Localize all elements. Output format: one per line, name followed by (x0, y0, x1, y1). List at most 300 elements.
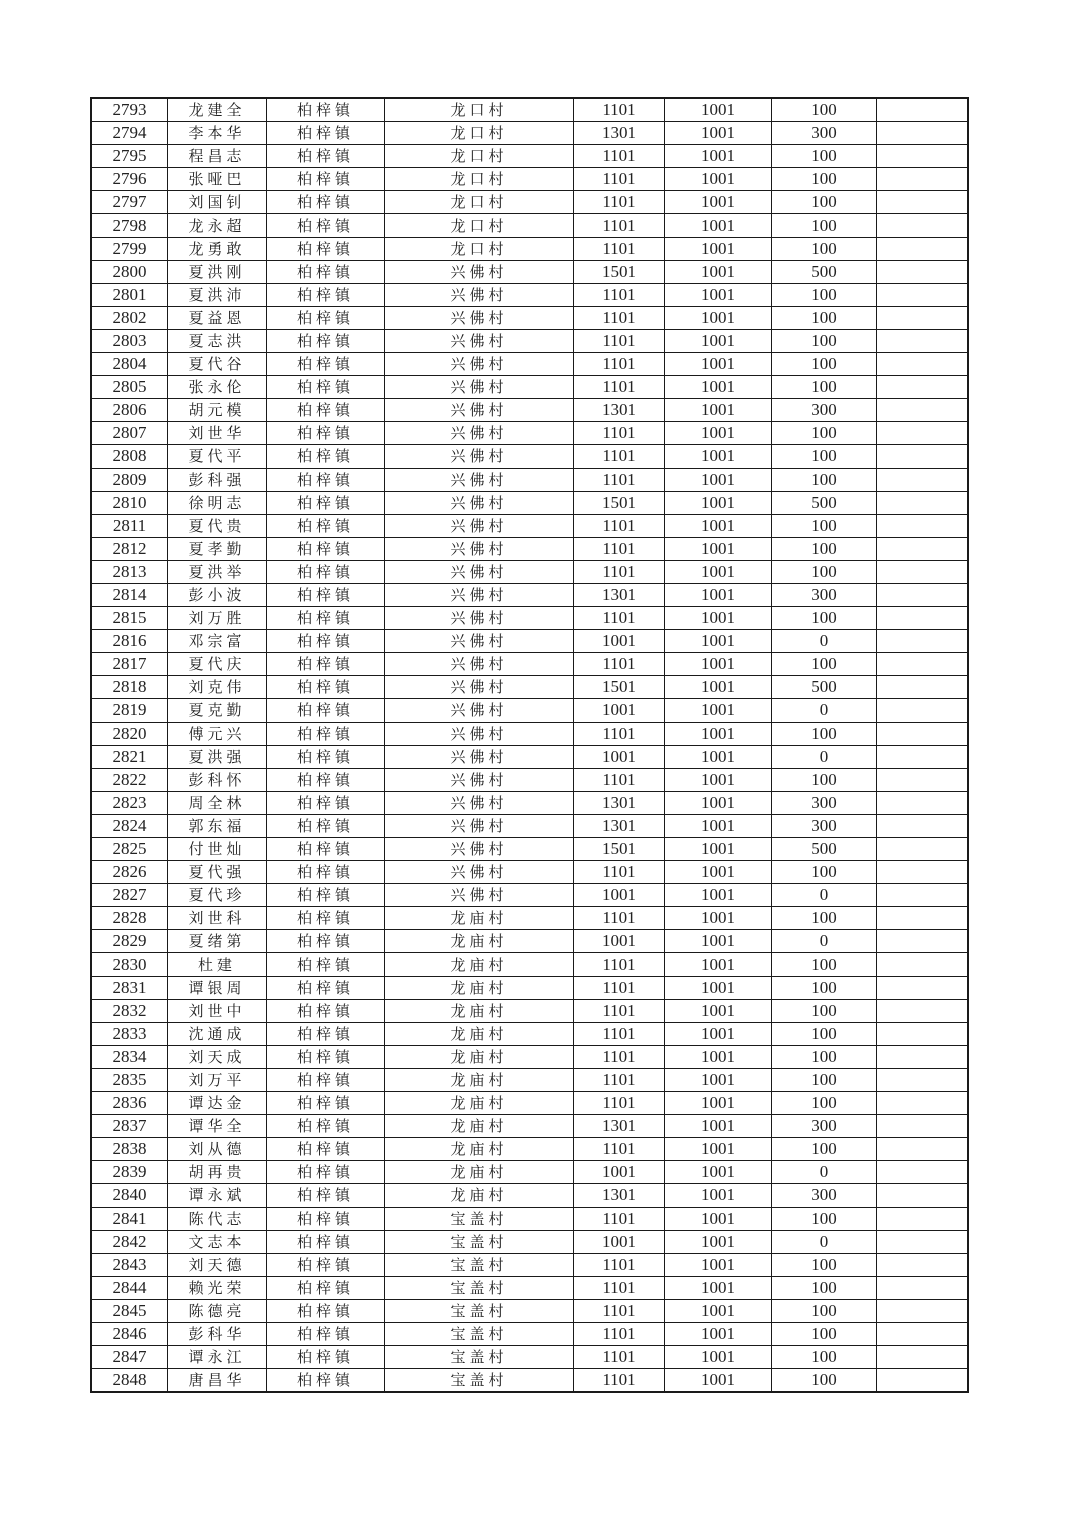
village-cell: 龙口村 (385, 168, 574, 191)
village-cell: 龙庙村 (385, 953, 574, 976)
table-row (91, 1369, 968, 1393)
note-cell (877, 1068, 969, 1091)
row-number-cell: 2838 (91, 1138, 168, 1161)
code-a-cell: 1101 (574, 768, 665, 791)
note-cell (877, 1184, 969, 1207)
name-cell: 夏代强 (168, 861, 267, 884)
code-a-cell: 1101 (574, 1322, 665, 1345)
amount-cell: 100 (772, 653, 877, 676)
code-a-cell: 1101 (574, 1138, 665, 1161)
town-cell: 柏梓镇 (267, 191, 385, 214)
table-row (91, 1161, 968, 1184)
amount-cell: 100 (772, 1068, 877, 1091)
town-cell: 柏梓镇 (267, 168, 385, 191)
name-cell: 夏代庆 (168, 653, 267, 676)
note-cell (877, 607, 969, 630)
table-row (91, 260, 968, 283)
village-cell: 兴佛村 (385, 353, 574, 376)
village-cell: 兴佛村 (385, 814, 574, 837)
code-b-cell: 1001 (665, 1369, 772, 1393)
code-b-cell: 1001 (665, 976, 772, 999)
code-b-cell: 1001 (665, 237, 772, 260)
code-b-cell: 1001 (665, 560, 772, 583)
name-cell: 付世灿 (168, 838, 267, 861)
row-number-cell: 2802 (91, 306, 168, 329)
village-cell: 兴佛村 (385, 468, 574, 491)
village-cell: 兴佛村 (385, 445, 574, 468)
table-row (91, 884, 968, 907)
note-cell (877, 168, 969, 191)
row-number-cell: 2824 (91, 814, 168, 837)
village-cell: 龙庙村 (385, 1068, 574, 1091)
note-cell (877, 214, 969, 237)
amount-cell: 100 (772, 722, 877, 745)
code-a-cell: 1001 (574, 630, 665, 653)
name-cell: 张永伦 (168, 376, 267, 399)
table-row (91, 422, 968, 445)
name-cell: 谭永斌 (168, 1184, 267, 1207)
table-row (91, 745, 968, 768)
town-cell: 柏梓镇 (267, 422, 385, 445)
row-number-cell: 2806 (91, 399, 168, 422)
note-cell (877, 191, 969, 214)
name-cell: 龙勇敢 (168, 237, 267, 260)
village-cell: 兴佛村 (385, 399, 574, 422)
row-number-cell: 2826 (91, 861, 168, 884)
amount-cell: 0 (772, 930, 877, 953)
row-number-cell: 2839 (91, 1161, 168, 1184)
code-b-cell: 1001 (665, 260, 772, 283)
name-cell: 刘世华 (168, 422, 267, 445)
code-a-cell: 1301 (574, 399, 665, 422)
row-number-cell: 2836 (91, 1092, 168, 1115)
name-cell: 刘从德 (168, 1138, 267, 1161)
name-cell: 龙建全 (168, 98, 267, 122)
row-number-cell: 2793 (91, 98, 168, 122)
code-b-cell: 1001 (665, 168, 772, 191)
table-row (91, 560, 968, 583)
table-row (91, 214, 968, 237)
code-b-cell: 1001 (665, 791, 772, 814)
table-row (91, 838, 968, 861)
village-cell: 宝盖村 (385, 1369, 574, 1393)
town-cell: 柏梓镇 (267, 1253, 385, 1276)
table-row (91, 861, 968, 884)
village-cell: 兴佛村 (385, 422, 574, 445)
table-row (91, 468, 968, 491)
town-cell: 柏梓镇 (267, 722, 385, 745)
amount-cell: 0 (772, 745, 877, 768)
note-cell (877, 907, 969, 930)
town-cell: 柏梓镇 (267, 791, 385, 814)
row-number-cell: 2841 (91, 1207, 168, 1230)
amount-cell: 300 (772, 791, 877, 814)
code-b-cell: 1001 (665, 214, 772, 237)
note-cell (877, 976, 969, 999)
name-cell: 沈通成 (168, 1022, 267, 1045)
note-cell (877, 1346, 969, 1369)
town-cell: 柏梓镇 (267, 907, 385, 930)
code-a-cell: 1101 (574, 191, 665, 214)
code-a-cell: 1001 (574, 1230, 665, 1253)
note-cell (877, 560, 969, 583)
village-cell: 兴佛村 (385, 630, 574, 653)
code-b-cell: 1001 (665, 1253, 772, 1276)
code-a-cell: 1301 (574, 1115, 665, 1138)
row-number-cell: 2818 (91, 676, 168, 699)
row-number-cell: 2807 (91, 422, 168, 445)
row-number-cell: 2810 (91, 491, 168, 514)
row-number-cell: 2805 (91, 376, 168, 399)
note-cell (877, 722, 969, 745)
name-cell: 文志本 (168, 1230, 267, 1253)
code-b-cell: 1001 (665, 329, 772, 352)
note-cell (877, 999, 969, 1022)
name-cell: 张哑巴 (168, 168, 267, 191)
amount-cell: 100 (772, 1022, 877, 1045)
name-cell: 徐明志 (168, 491, 267, 514)
name-cell: 夏克勤 (168, 699, 267, 722)
village-cell: 龙庙村 (385, 1092, 574, 1115)
village-cell: 宝盖村 (385, 1299, 574, 1322)
name-cell: 胡元模 (168, 399, 267, 422)
village-cell: 龙庙村 (385, 976, 574, 999)
code-a-cell: 1101 (574, 1068, 665, 1091)
amount-cell: 100 (772, 1299, 877, 1322)
table-row (91, 399, 968, 422)
code-b-cell: 1001 (665, 1138, 772, 1161)
table-row (91, 98, 968, 122)
note-cell (877, 1115, 969, 1138)
table-row (91, 1115, 968, 1138)
amount-cell: 300 (772, 1115, 877, 1138)
table-row (91, 514, 968, 537)
town-cell: 柏梓镇 (267, 145, 385, 168)
town-cell: 柏梓镇 (267, 329, 385, 352)
row-number-cell: 2808 (91, 445, 168, 468)
note-cell (877, 1022, 969, 1045)
name-cell: 刘国钊 (168, 191, 267, 214)
name-cell: 彭科华 (168, 1322, 267, 1345)
amount-cell: 500 (772, 491, 877, 514)
village-cell: 龙庙村 (385, 1161, 574, 1184)
amount-cell: 100 (772, 953, 877, 976)
town-cell: 柏梓镇 (267, 583, 385, 606)
note-cell (877, 1207, 969, 1230)
code-b-cell: 1001 (665, 514, 772, 537)
code-a-cell: 1301 (574, 814, 665, 837)
name-cell: 夏洪强 (168, 745, 267, 768)
name-cell: 刘克伟 (168, 676, 267, 699)
row-number-cell: 2794 (91, 122, 168, 145)
table-row (91, 191, 968, 214)
note-cell (877, 98, 969, 122)
name-cell: 杜建 (168, 953, 267, 976)
table-row (91, 306, 968, 329)
note-cell (877, 445, 969, 468)
village-cell: 兴佛村 (385, 283, 574, 306)
amount-cell: 100 (772, 537, 877, 560)
row-number-cell: 2809 (91, 468, 168, 491)
note-cell (877, 468, 969, 491)
row-number-cell: 2821 (91, 745, 168, 768)
code-a-cell: 1001 (574, 745, 665, 768)
village-cell: 兴佛村 (385, 560, 574, 583)
note-cell (877, 260, 969, 283)
note-cell (877, 791, 969, 814)
note-cell (877, 399, 969, 422)
code-b-cell: 1001 (665, 722, 772, 745)
amount-cell: 100 (772, 861, 877, 884)
code-a-cell: 1101 (574, 237, 665, 260)
code-b-cell: 1001 (665, 1322, 772, 1345)
code-a-cell: 1101 (574, 445, 665, 468)
name-cell: 谭华全 (168, 1115, 267, 1138)
row-number-cell: 2846 (91, 1322, 168, 1345)
note-cell (877, 1230, 969, 1253)
note-cell (877, 1369, 969, 1393)
name-cell: 刘万平 (168, 1068, 267, 1091)
code-b-cell: 1001 (665, 191, 772, 214)
amount-cell: 100 (772, 1092, 877, 1115)
code-a-cell: 1101 (574, 1045, 665, 1068)
row-number-cell: 2847 (91, 1346, 168, 1369)
amount-cell: 300 (772, 1184, 877, 1207)
village-cell: 兴佛村 (385, 768, 574, 791)
code-b-cell: 1001 (665, 306, 772, 329)
amount-cell: 100 (772, 907, 877, 930)
town-cell: 柏梓镇 (267, 283, 385, 306)
name-cell: 彭科怀 (168, 768, 267, 791)
village-cell: 兴佛村 (385, 376, 574, 399)
amount-cell: 500 (772, 676, 877, 699)
village-cell: 龙庙村 (385, 1138, 574, 1161)
table-row (91, 1276, 968, 1299)
town-cell: 柏梓镇 (267, 1207, 385, 1230)
row-number-cell: 2797 (91, 191, 168, 214)
name-cell: 傅元兴 (168, 722, 267, 745)
code-b-cell: 1001 (665, 1299, 772, 1322)
note-cell (877, 237, 969, 260)
name-cell: 陈代志 (168, 1207, 267, 1230)
town-cell: 柏梓镇 (267, 699, 385, 722)
table-row (91, 768, 968, 791)
code-a-cell: 1101 (574, 514, 665, 537)
code-a-cell: 1101 (574, 353, 665, 376)
name-cell: 谭银周 (168, 976, 267, 999)
note-cell (877, 1253, 969, 1276)
town-cell: 柏梓镇 (267, 953, 385, 976)
row-number-cell: 2830 (91, 953, 168, 976)
town-cell: 柏梓镇 (267, 1022, 385, 1045)
amount-cell: 100 (772, 145, 877, 168)
village-cell: 兴佛村 (385, 537, 574, 560)
table-row (91, 145, 968, 168)
name-cell: 郭东福 (168, 814, 267, 837)
note-cell (877, 699, 969, 722)
code-b-cell: 1001 (665, 953, 772, 976)
note-cell (877, 1045, 969, 1068)
code-a-cell: 1501 (574, 260, 665, 283)
table-row (91, 999, 968, 1022)
code-b-cell: 1001 (665, 283, 772, 306)
row-number-cell: 2837 (91, 1115, 168, 1138)
code-a-cell: 1501 (574, 676, 665, 699)
code-b-cell: 1001 (665, 1068, 772, 1091)
row-number-cell: 2828 (91, 907, 168, 930)
name-cell: 夏代平 (168, 445, 267, 468)
amount-cell: 0 (772, 699, 877, 722)
code-b-cell: 1001 (665, 699, 772, 722)
village-cell: 兴佛村 (385, 491, 574, 514)
name-cell: 陈德亮 (168, 1299, 267, 1322)
town-cell: 柏梓镇 (267, 930, 385, 953)
village-cell: 兴佛村 (385, 838, 574, 861)
row-number-cell: 2795 (91, 145, 168, 168)
name-cell: 夏洪沛 (168, 283, 267, 306)
village-cell: 宝盖村 (385, 1276, 574, 1299)
code-b-cell: 1001 (665, 1184, 772, 1207)
village-cell: 宝盖村 (385, 1230, 574, 1253)
note-cell (877, 653, 969, 676)
code-b-cell: 1001 (665, 838, 772, 861)
table-row (91, 607, 968, 630)
town-cell: 柏梓镇 (267, 468, 385, 491)
code-b-cell: 1001 (665, 122, 772, 145)
village-cell: 兴佛村 (385, 583, 574, 606)
town-cell: 柏梓镇 (267, 1299, 385, 1322)
code-a-cell: 1101 (574, 953, 665, 976)
name-cell: 夏代谷 (168, 353, 267, 376)
table-row (91, 283, 968, 306)
row-number-cell: 2815 (91, 607, 168, 630)
amount-cell: 100 (772, 98, 877, 122)
village-cell: 兴佛村 (385, 722, 574, 745)
amount-cell: 300 (772, 122, 877, 145)
row-number-cell: 2803 (91, 329, 168, 352)
village-cell: 兴佛村 (385, 791, 574, 814)
code-a-cell: 1101 (574, 376, 665, 399)
row-number-cell: 2825 (91, 838, 168, 861)
code-a-cell: 1301 (574, 583, 665, 606)
row-number-cell: 2804 (91, 353, 168, 376)
name-cell: 周全林 (168, 791, 267, 814)
code-a-cell: 1101 (574, 560, 665, 583)
note-cell (877, 838, 969, 861)
code-b-cell: 1001 (665, 768, 772, 791)
table-row (91, 907, 968, 930)
name-cell: 胡再贵 (168, 1161, 267, 1184)
town-cell: 柏梓镇 (267, 976, 385, 999)
town-cell: 柏梓镇 (267, 745, 385, 768)
code-b-cell: 1001 (665, 1207, 772, 1230)
code-a-cell: 1501 (574, 491, 665, 514)
village-cell: 龙口村 (385, 237, 574, 260)
village-cell: 龙庙村 (385, 1022, 574, 1045)
code-a-cell: 1501 (574, 838, 665, 861)
amount-cell: 100 (772, 353, 877, 376)
code-a-cell: 1001 (574, 699, 665, 722)
register-table (90, 97, 969, 1393)
code-b-cell: 1001 (665, 999, 772, 1022)
village-cell: 宝盖村 (385, 1207, 574, 1230)
code-b-cell: 1001 (665, 1092, 772, 1115)
village-cell: 龙口村 (385, 145, 574, 168)
note-cell (877, 283, 969, 306)
table-row (91, 1346, 968, 1369)
village-cell: 龙庙村 (385, 930, 574, 953)
table-row (91, 930, 968, 953)
note-cell (877, 1299, 969, 1322)
code-b-cell: 1001 (665, 907, 772, 930)
row-number-cell: 2813 (91, 560, 168, 583)
table-row (91, 1184, 968, 1207)
row-number-cell: 2817 (91, 653, 168, 676)
register-table-body (91, 98, 968, 1392)
table-row (91, 329, 968, 352)
note-cell (877, 930, 969, 953)
amount-cell: 100 (772, 445, 877, 468)
table-row (91, 1068, 968, 1091)
code-b-cell: 1001 (665, 583, 772, 606)
table-row (91, 814, 968, 837)
name-cell: 夏洪刚 (168, 260, 267, 283)
village-cell: 兴佛村 (385, 653, 574, 676)
code-a-cell: 1301 (574, 1184, 665, 1207)
amount-cell: 100 (772, 1346, 877, 1369)
note-cell (877, 145, 969, 168)
code-a-cell: 1101 (574, 1369, 665, 1393)
village-cell: 兴佛村 (385, 514, 574, 537)
row-number-cell: 2811 (91, 514, 168, 537)
name-cell: 夏孝勤 (168, 537, 267, 560)
town-cell: 柏梓镇 (267, 838, 385, 861)
amount-cell: 500 (772, 260, 877, 283)
code-b-cell: 1001 (665, 861, 772, 884)
village-cell: 兴佛村 (385, 745, 574, 768)
code-a-cell: 1101 (574, 306, 665, 329)
village-cell: 龙庙村 (385, 907, 574, 930)
note-cell (877, 745, 969, 768)
village-cell: 龙口村 (385, 98, 574, 122)
town-cell: 柏梓镇 (267, 491, 385, 514)
town-cell: 柏梓镇 (267, 376, 385, 399)
code-a-cell: 1101 (574, 1253, 665, 1276)
row-number-cell: 2816 (91, 630, 168, 653)
row-number-cell: 2798 (91, 214, 168, 237)
town-cell: 柏梓镇 (267, 445, 385, 468)
note-cell (877, 768, 969, 791)
amount-cell: 0 (772, 1161, 877, 1184)
town-cell: 柏梓镇 (267, 1369, 385, 1393)
code-a-cell: 1101 (574, 422, 665, 445)
note-cell (877, 884, 969, 907)
amount-cell: 300 (772, 399, 877, 422)
row-number-cell: 2800 (91, 260, 168, 283)
table-row (91, 1138, 968, 1161)
row-number-cell: 2829 (91, 930, 168, 953)
row-number-cell: 2842 (91, 1230, 168, 1253)
name-cell: 刘世中 (168, 999, 267, 1022)
code-a-cell: 1101 (574, 976, 665, 999)
table-row (91, 1092, 968, 1115)
code-a-cell: 1101 (574, 1299, 665, 1322)
row-number-cell: 2834 (91, 1045, 168, 1068)
row-number-cell: 2832 (91, 999, 168, 1022)
code-a-cell: 1101 (574, 1022, 665, 1045)
village-cell: 龙口村 (385, 214, 574, 237)
code-a-cell: 1101 (574, 1207, 665, 1230)
